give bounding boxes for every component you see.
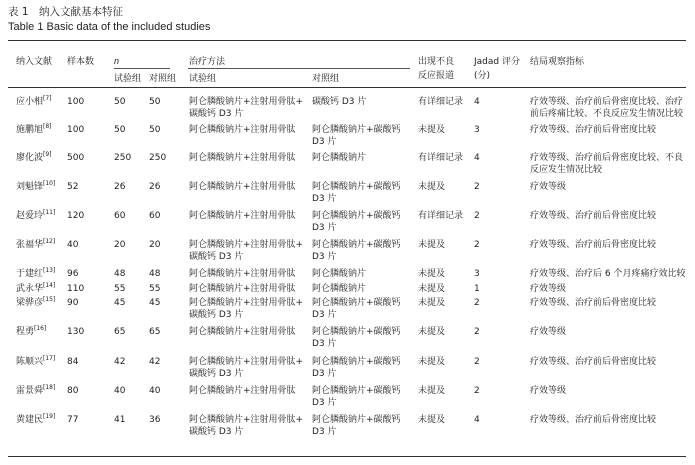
study-name (16, 96, 52, 108)
sample-control: 250 (149, 153, 167, 163)
sample-control: 50 (149, 97, 161, 107)
control-treatment: D3 片 (312, 310, 337, 320)
header-jadad-2: (分) (474, 71, 491, 81)
trial-treatment: 碳酸钙 D3 片 (189, 310, 244, 320)
sample-trial: 250 (114, 153, 132, 163)
sample-control: 60 (149, 211, 161, 221)
header-adverse-1: 出现不良 (418, 57, 455, 67)
study-reference: [11] (43, 209, 56, 216)
sample-trial: 26 (114, 182, 126, 192)
jadad-score: 4 (474, 415, 480, 425)
study-reference: [12] (43, 238, 56, 245)
jadad-score: 3 (474, 125, 480, 135)
trial-treatment: 阿仑膦酸钠片+注射用骨肽 (189, 153, 296, 163)
header-treatment-trial: 试验组 (189, 74, 217, 84)
outcome-measure: 疗效等级、治疗前后骨密度比较 (530, 357, 657, 367)
study-name (16, 210, 55, 222)
control-treatment: 阿仑膦酸钠片 (312, 284, 367, 294)
sample-control: 42 (149, 357, 161, 367)
study-name (16, 152, 52, 164)
sample-trial: 40 (114, 386, 126, 396)
control-treatment: 阿仑膦酸钠片+碳酸钙 (312, 182, 401, 192)
sample-trial: 60 (114, 211, 126, 221)
sample-total: 80 (67, 386, 79, 396)
trial-treatment: 阿仑膦酸钠片+注射用骨肽+ (189, 240, 304, 250)
adverse-report: 有详细记录 (418, 97, 464, 107)
study-author: 程勇 (16, 327, 35, 337)
jadad-score: 2 (474, 357, 480, 367)
header-n: n (114, 56, 120, 66)
adverse-report: 未提及 (418, 386, 446, 396)
table-caption-zh: 表 1 纳入文献基本特征 (8, 6, 124, 18)
sample-trial: 50 (114, 125, 126, 135)
study-reference: [18] (43, 384, 56, 391)
control-treatment: D3 片 (312, 137, 337, 147)
header-treatment-control: 对照组 (312, 74, 340, 84)
control-treatment: 阿仑膦酸钠片+碳酸钙 (312, 240, 401, 250)
sample-control: 55 (149, 284, 161, 294)
trial-treatment: 阿仑膦酸钠片+注射用骨肽+ (189, 298, 304, 308)
trial-treatment: 阿仑膦酸钠片+注射用骨肽 (189, 284, 296, 294)
study-name (16, 239, 55, 251)
top-rule (8, 40, 686, 41)
header-jadad-1: Jadad 评分 (474, 57, 520, 67)
header-adverse-2: 反应报道 (418, 71, 455, 81)
jadad-score: 2 (474, 182, 480, 192)
header-outcome: 结局观察指标 (530, 57, 585, 67)
header-n-control: 对照组 (149, 74, 177, 84)
sample-control: 48 (149, 269, 161, 279)
header-sub-rule-treatment (188, 68, 410, 69)
study-name (16, 268, 55, 280)
trial-treatment: 阿仑膦酸钠片+注射用骨肽 (189, 269, 296, 279)
jadad-score: 2 (474, 386, 480, 396)
trial-treatment: 阿仑膦酸钠片+注射用骨肽 (189, 386, 296, 396)
sample-total: 100 (67, 125, 85, 135)
adverse-report: 有详细记录 (418, 211, 464, 221)
control-treatment: D3 片 (312, 223, 337, 233)
study-reference: [17] (43, 355, 56, 362)
sample-trial: 41 (114, 415, 126, 425)
sample-control: 45 (149, 298, 161, 308)
study-author: 于建红 (16, 269, 44, 279)
study-name (16, 385, 55, 397)
study-reference: [14] (43, 282, 56, 289)
adverse-report: 未提及 (418, 298, 446, 308)
study-reference: [8] (43, 123, 52, 130)
trial-treatment: 阿仑膦酸钠片+注射用骨肽+ (189, 415, 304, 425)
control-treatment: 阿仑膦酸钠片+碳酸钙 (312, 415, 401, 425)
trial-treatment: 阿仑膦酸钠片+注射用骨肽+ (189, 97, 304, 107)
bottom-rule (8, 456, 686, 457)
outcome-measure: 疗效等级 (530, 386, 567, 396)
adverse-report: 未提及 (418, 415, 446, 425)
adverse-report: 未提及 (418, 269, 446, 279)
jadad-score: 2 (474, 240, 480, 250)
sample-total: 77 (67, 415, 79, 425)
sample-total: 52 (67, 182, 79, 192)
outcome-measure: 疗效等级 (530, 284, 567, 294)
study-author: 梁骅彦 (16, 298, 44, 308)
study-reference: [9] (43, 151, 52, 158)
control-treatment: 阿仑膦酸钠片 (312, 153, 367, 163)
outcome-measure: 反应发生情况比较 (530, 165, 603, 175)
outcome-measure: 疗效等级 (530, 327, 567, 337)
study-reference: [15] (43, 296, 56, 303)
study-name (16, 283, 55, 295)
sample-trial: 45 (114, 298, 126, 308)
sample-control: 40 (149, 386, 161, 396)
study-author: 张福华 (16, 240, 44, 250)
sample-trial: 50 (114, 97, 126, 107)
sample-total: 110 (67, 284, 85, 294)
control-treatment: 碳酸钙 D3 片 (312, 97, 367, 107)
outcome-measure: 疗效等级、治疗前后骨密度比较 (530, 415, 657, 425)
jadad-score: 4 (474, 97, 480, 107)
sample-control: 36 (149, 415, 161, 425)
outcome-measure: 疗效等级、治疗前后骨密度比较 (530, 125, 657, 135)
control-treatment: 阿仑膦酸钠片 (312, 269, 367, 279)
sample-total: 90 (67, 298, 79, 308)
trial-treatment: 碳酸钙 D3 片 (189, 369, 244, 379)
sample-trial: 55 (114, 284, 126, 294)
control-treatment: 阿仑膦酸钠片+碳酸钙 (312, 386, 401, 396)
trial-treatment: 阿仑膦酸钠片+注射用骨肽 (189, 327, 296, 337)
study-author: 黄建民 (16, 415, 44, 425)
study-author: 施鹏旭 (16, 125, 44, 135)
trial-treatment: 碳酸钙 D3 片 (189, 252, 244, 262)
adverse-report: 未提及 (418, 125, 446, 135)
control-treatment: D3 片 (312, 194, 337, 204)
sample-trial: 65 (114, 327, 126, 337)
header-study: 纳入文献 (16, 57, 53, 67)
jadad-score: 1 (474, 284, 480, 294)
outcome-measure: 疗效等级 (530, 182, 567, 192)
sample-total: 40 (67, 240, 79, 250)
study-author: 武永华 (16, 284, 44, 294)
sample-total: 130 (67, 327, 85, 337)
adverse-report: 有详细记录 (418, 153, 464, 163)
control-treatment: 阿仑膦酸钠片+碳酸钙 (312, 357, 401, 367)
study-author: 雷景舜 (16, 386, 44, 396)
study-name (16, 414, 55, 426)
study-author: 刘魁锋 (16, 182, 44, 192)
study-name (16, 297, 55, 309)
outcome-measure: 疗效等级、治疗前后骨密度比较 (530, 298, 657, 308)
table-caption-en: Table 1 Basic data of the included studies (8, 21, 211, 33)
header-sub-rule-n (114, 68, 170, 69)
header-sample: 样本数 (67, 57, 95, 67)
control-treatment: D3 片 (312, 369, 337, 379)
jadad-score: 2 (474, 298, 480, 308)
trial-treatment: 碳酸钙 D3 片 (189, 109, 244, 119)
jadad-score: 3 (474, 269, 480, 279)
trial-treatment: 阿仑膦酸钠片+注射用骨肽 (189, 125, 296, 135)
study-author: 应小相 (16, 97, 44, 107)
study-reference: [16] (34, 325, 47, 332)
adverse-report: 未提及 (418, 182, 446, 192)
control-treatment: 阿仑膦酸钠片+碳酸钙 (312, 211, 401, 221)
control-treatment: D3 片 (312, 252, 337, 262)
control-treatment: D3 片 (312, 398, 337, 408)
control-treatment: 阿仑膦酸钠片+碳酸钙 (312, 298, 401, 308)
outcome-measure: 疗效等级、治疗后 6 个月疼痛疗效比较 (530, 269, 686, 279)
study-reference: [7] (43, 95, 52, 102)
header-n-trial: 试验组 (114, 74, 142, 84)
outcome-measure: 疗效等级、治疗前后骨密度比较、治疗 (530, 97, 684, 107)
study-name (16, 181, 55, 193)
jadad-score: 4 (474, 153, 480, 163)
control-treatment: 阿仑膦酸钠片+碳酸钙 (312, 327, 401, 337)
sample-trial: 48 (114, 269, 126, 279)
trial-treatment: 阿仑膦酸钠片+注射用骨肽 (189, 182, 296, 192)
outcome-measure: 前后疼痛比较、不良反应发生情况比较 (530, 109, 684, 119)
study-name (16, 356, 55, 368)
sample-total: 96 (67, 269, 79, 279)
adverse-report: 未提及 (418, 357, 446, 367)
sample-trial: 42 (114, 357, 126, 367)
study-author: 赵爱玲 (16, 211, 44, 221)
header-rule (8, 87, 686, 88)
outcome-measure: 疗效等级、治疗前后骨密度比较 (530, 240, 657, 250)
trial-treatment: 阿仑膦酸钠片+注射用骨肽 (189, 211, 296, 221)
sample-total: 84 (67, 357, 79, 367)
trial-treatment: 阿仑膦酸钠片+注射用骨肽+ (189, 357, 304, 367)
outcome-measure: 疗效等级、治疗前后骨密度比较 (530, 211, 657, 221)
jadad-score: 2 (474, 211, 480, 221)
sample-trial: 20 (114, 240, 126, 250)
adverse-report: 未提及 (418, 240, 446, 250)
jadad-score: 2 (474, 327, 480, 337)
study-reference: [10] (43, 180, 56, 187)
study-name (16, 326, 46, 338)
control-treatment: 阿仑膦酸钠片+碳酸钙 (312, 125, 401, 135)
sample-total: 120 (67, 211, 85, 221)
study-author: 廖化波 (16, 153, 44, 163)
sample-control: 20 (149, 240, 161, 250)
sample-control: 50 (149, 125, 161, 135)
sample-total: 500 (67, 153, 85, 163)
study-name (16, 124, 52, 136)
study-reference: [13] (43, 267, 56, 274)
sample-total: 100 (67, 97, 85, 107)
adverse-report: 未提及 (418, 327, 446, 337)
control-treatment: D3 片 (312, 339, 337, 349)
outcome-measure: 疗效等级、治疗前后骨密度比较、不良 (530, 153, 684, 163)
sample-control: 26 (149, 182, 161, 192)
header-treatment: 治疗方法 (189, 57, 226, 67)
study-author: 陈顺兴 (16, 357, 44, 367)
trial-treatment: 碳酸钙 D3 片 (189, 427, 244, 437)
study-reference: [19] (43, 413, 56, 420)
sample-control: 65 (149, 327, 161, 337)
control-treatment: D3 片 (312, 427, 337, 437)
adverse-report: 未提及 (418, 284, 446, 294)
